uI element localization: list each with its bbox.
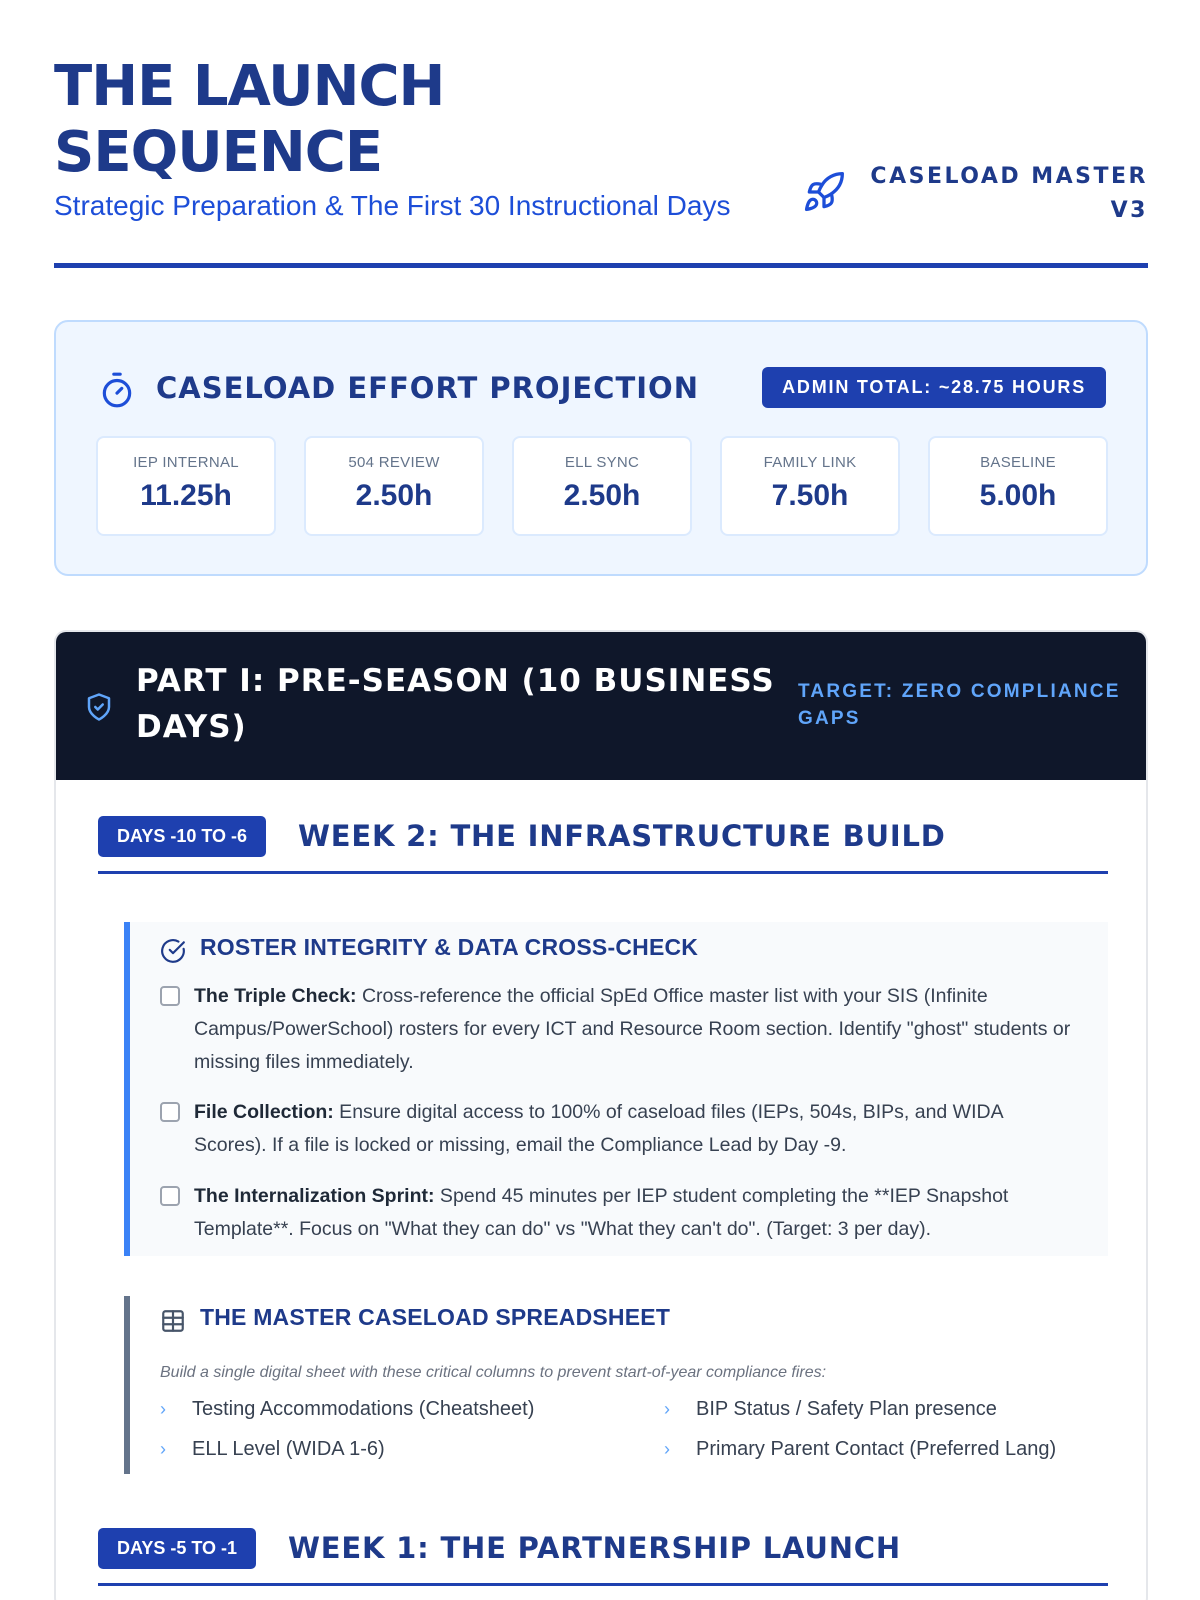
effort-title: CASELOAD EFFORT PROJECTION [156,371,699,405]
chevron-right-icon: › [664,1399,670,1419]
checklist-body: Ensure digital access to 100% of caseload files (IEPs, 504s, BIPs, and WIDA Scores). If a file is locked or missing, email the Compliance Lead by Day -9. [194,1101,1003,1156]
master-spreadsheet-card [124,1296,1108,1474]
effort-stats [96,436,1108,536]
stat-label: ELL SYNC [564,454,640,471]
stat-label: 504 REVIEW [348,454,440,471]
stat-card [304,436,484,536]
brand-line-2: V3 [1110,198,1148,223]
checklist-text [194,1096,1080,1162]
chevron-right-icon: › [664,1439,670,1459]
header [54,0,1148,268]
column-label: Primary Parent Contact (Preferred Lang) [696,1438,1057,1460]
column-item [160,1438,385,1461]
stat-card [512,436,692,536]
admin-total-badge: ADMIN TOTAL: ~28.75 HOURS [762,367,1106,408]
stat-label: FAMILY LINK [763,454,857,471]
spreadsheet-title: THE MASTER CASELOAD SPREADSHEET [200,1304,671,1330]
column-label: ELL Level (WIDA 1-6) [192,1438,385,1460]
checklist-lead: The Triple Check: [194,985,357,1007]
checkbox[interactable] [160,1102,180,1122]
page-subtitle: Strategic Preparation & The First 30 Instructional Days [54,190,731,221]
column-item [664,1398,997,1421]
week-2-badge: DAYS -10 TO -6 [98,816,266,857]
stat-value: 5.00h [979,479,1057,512]
checklist-item [160,1096,1080,1162]
circle-check-icon [160,938,186,964]
week-2-header [98,816,1108,874]
week-1-badge: DAYS -5 TO -1 [98,1528,256,1569]
part-1-title: PART I: PRE-SEASON (10 BUSINESS DAYS) [136,663,775,745]
column-label: BIP Status / Safety Plan presence [696,1398,997,1420]
checkbox[interactable] [160,1186,180,1206]
column-item [160,1398,534,1421]
table-icon [160,1308,186,1334]
stat-label: IEP INTERNAL [133,454,239,471]
stopwatch-icon [98,370,136,410]
page [54,0,1148,1600]
stat-value: 2.50h [355,479,433,512]
column-item [664,1438,1056,1461]
part-1-header [56,632,1146,780]
stat-value: 7.50h [771,479,849,512]
checklist-text [194,1180,1080,1246]
stat-card [96,436,276,536]
checklist-lead: File Collection: [194,1101,334,1123]
checkbox[interactable] [160,986,180,1006]
brand-line-1: CASELOAD MASTER [870,164,1148,189]
stat-value: 11.25h [140,479,232,512]
stat-value: 2.50h [563,479,641,512]
part-1-target: TARGET: ZERO COMPLIANCE GAPS [798,681,1121,729]
column-label: Testing Accommodations (Cheatsheet) [192,1398,535,1420]
effort-projection-card [54,320,1148,576]
title-line-2: SEQUENCE [54,120,383,185]
roster-title: ROSTER INTEGRITY & DATA CROSS-CHECK [200,934,699,960]
spreadsheet-note: Build a single digital sheet with these critical columns to prevent start-of-year compliance fires: [160,1364,827,1381]
stat-card [928,436,1108,536]
title-line-1: THE LAUNCH [54,54,445,119]
shield-check-icon [84,690,114,724]
checklist-body: Spend 45 minutes per IEP student completing the **IEP Snapshot Template**. Focus on "What they can do" vs "What they can't do". (Target: 3 per day). [194,1185,1009,1240]
checklist-body: Cross-reference the official SpEd Office master list with your SIS (Infinite Campus/PowerSchool) rosters for every ICT and Resource Room section. Identify "ghost" students or missing files immediately. [194,985,1071,1073]
stat-label: BASELINE [980,454,1056,471]
week-1-header [98,1528,1108,1586]
checklist-text [194,980,1080,1079]
brand-label [870,160,1148,228]
chevron-right-icon: › [160,1439,166,1459]
page-title [54,54,444,186]
chevron-right-icon: › [160,1399,166,1419]
week-1-title: WEEK 1: THE PARTNERSHIP LAUNCH [288,1531,901,1565]
part-1-section [54,630,1148,1600]
week-2-title: WEEK 2: THE INFRASTRUCTURE BUILD [298,819,946,853]
checklist-lead: The Internalization Sprint: [194,1185,435,1207]
checklist-item [160,980,1080,1079]
checklist-item [160,1180,1080,1246]
stat-card [720,436,900,536]
rocket-icon [802,170,846,214]
roster-integrity-card [124,922,1108,1256]
